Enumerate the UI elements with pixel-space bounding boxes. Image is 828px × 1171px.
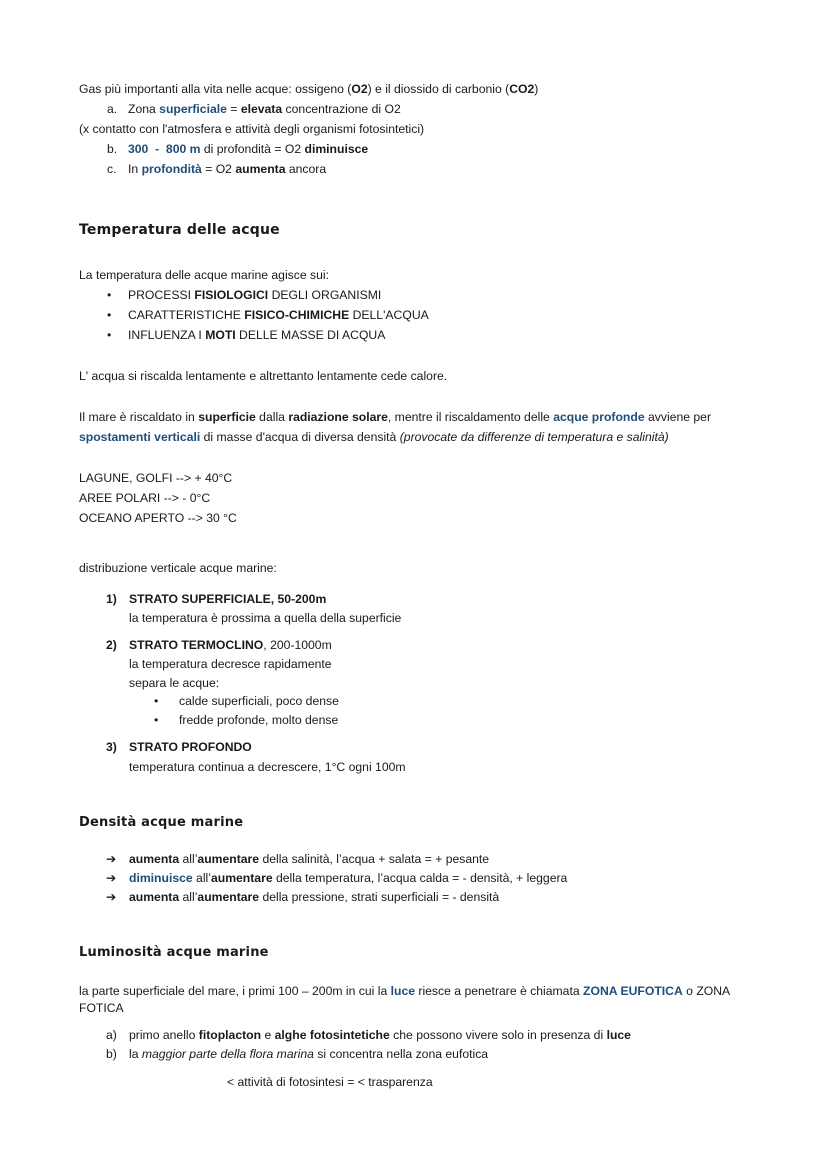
text: DELL'ACQUA (349, 308, 429, 322)
list-number: 2) (106, 638, 117, 652)
layer-1-title: STRATO SUPERFICIALE, 50-200m (129, 592, 327, 606)
bold-term: STRATO TERMOCLINO (129, 638, 264, 652)
highlight: luce (390, 984, 415, 998)
co2-term: CO2 (509, 82, 535, 96)
temperature-value-oceano: OCEANO APERTO --> 30 °C (79, 511, 237, 525)
text: la (129, 1047, 142, 1061)
highlight: ZONA EUFOTICA (583, 984, 683, 998)
bold-term: fitoplacton (198, 1028, 262, 1042)
text: all’ (179, 852, 198, 866)
luminosity-item-a (106, 1027, 631, 1043)
luminosity-relation: < attività di fotosintesi = < trasparenza (227, 1075, 433, 1089)
text: e (261, 1028, 275, 1042)
arrow-right-icon: ➔ (106, 852, 117, 866)
list-marker: a) (106, 1028, 117, 1042)
text: all’ (179, 890, 198, 904)
text: riesce a penetrare è chiamata (415, 984, 584, 998)
highlight: diminuisce (129, 871, 193, 885)
bold-term: FISICO-CHIMICHE (244, 308, 350, 322)
text: INFLUENZA I (128, 328, 206, 342)
luminosity-paragraph-line-1 (79, 983, 730, 999)
text: DEGLI ORGANISMI (268, 288, 382, 302)
temperature-value-lagune: LAGUNE, GOLFI --> + 40°C (79, 471, 233, 485)
highlight: acque profonde (553, 410, 645, 424)
bold-term: alghe fotosintetiche (274, 1028, 390, 1042)
highlight: superficiale (159, 102, 227, 116)
text: , mentre il riscaldamento delle (387, 410, 554, 424)
gas-item-b (107, 141, 368, 157)
list-number: 3) (106, 740, 117, 754)
bullet-icon: • (107, 328, 112, 342)
gas-item-c (107, 161, 326, 177)
text: calde superficiali, poco dense (179, 694, 339, 708)
text: , 200-1000m (263, 638, 332, 652)
luminosity-heading: Luminosità acque marine (79, 945, 269, 960)
arrow-right-icon: ➔ (106, 890, 117, 904)
bold-term: elevata (240, 102, 283, 116)
text: CARATTERISTICHE (128, 308, 245, 322)
bold-term: aumenta (129, 852, 180, 866)
layer-2-description-2: separa le acque: (129, 676, 220, 690)
layer-2-sub-bullet-2 (154, 712, 338, 728)
text: dalla (255, 410, 289, 424)
bullet-icon: • (154, 713, 159, 727)
text: all’ (192, 871, 211, 885)
density-row-1 (106, 851, 489, 867)
italic-note: (provocate da differenze di temperatura e salinità) (399, 430, 669, 444)
list-number: 1) (106, 592, 117, 606)
bold-term: MOTI (205, 328, 236, 342)
text: di masse d'acqua di diversa densità (200, 430, 400, 444)
layer-1-description: la temperatura è prossima a quella della superficie (129, 611, 402, 625)
text: avviene per (644, 410, 712, 424)
bold-term: superficie (198, 410, 256, 424)
bold-term: diminuisce (304, 142, 369, 156)
o2-term: O2 (351, 82, 368, 96)
text: o ZONA (682, 984, 731, 998)
text: Zona (128, 102, 160, 116)
text: = (226, 102, 241, 116)
text: Il mare è riscaldato in (79, 410, 199, 424)
highlight: profondità (141, 162, 202, 176)
bullet-icon: • (107, 288, 112, 302)
text: In (128, 162, 142, 176)
bold-term: FISIOLOGICI (194, 288, 269, 302)
text: fredde profonde, molto dense (179, 713, 339, 727)
text: della temperatura, l’acqua calda = - densità, + leggera (272, 871, 568, 885)
bold-term: aumentare (197, 890, 260, 904)
gas-intro (79, 81, 538, 97)
temperature-paragraph-1: L' acqua si riscalda lentamente e altrettanto lentamente cede calore. (79, 369, 448, 383)
bullet-icon: • (107, 308, 112, 322)
density-row-3 (106, 889, 499, 905)
text: DELLE MASSE DI ACQUA (235, 328, 386, 342)
text: ) e il diossido di carbonio ( (367, 82, 510, 96)
bold-term: aumenta (235, 162, 286, 176)
list-marker: b. (107, 142, 118, 156)
bullet-icon: • (154, 694, 159, 708)
list-marker: b) (106, 1047, 117, 1061)
temperature-bullet-2 (107, 307, 429, 323)
highlight: 300 - 800 m (128, 142, 201, 156)
gas-item-a (107, 101, 401, 117)
layer-2-title (129, 637, 332, 653)
italic-term: maggior parte della flora marina (141, 1047, 314, 1061)
vertical-distribution-intro: distribuzione verticale acque marine: (79, 561, 277, 575)
density-heading: Densità acque marine (79, 815, 244, 830)
temperature-heading: Temperatura delle acque (79, 222, 280, 238)
temperature-bullet-3 (107, 327, 385, 343)
arrow-right-icon: ➔ (106, 871, 117, 885)
temperature-paragraph-2-line-2 (79, 429, 669, 445)
text: della pressione, strati superficiali = - densità (259, 890, 500, 904)
bold-term: aumentare (197, 852, 260, 866)
gas-note: (x contatto con l'atmosfera e attività degli organismi fotosintetici) (79, 122, 425, 136)
bold-term: luce (606, 1028, 631, 1042)
temperature-intro: La temperatura delle acque marine agisce sui: (79, 268, 329, 282)
bold-term: aumenta (129, 890, 180, 904)
list-marker: a. (107, 102, 118, 116)
text: = O2 (201, 162, 236, 176)
text: ancora (285, 162, 327, 176)
text: ) (534, 82, 539, 96)
temperature-value-polari: AREE POLARI --> - 0°C (79, 491, 211, 505)
layer-3-description: temperatura continua a decrescere, 1°C ogni 100m (129, 760, 406, 774)
highlight: spostamenti verticali (79, 430, 201, 444)
text: che possono vivere solo in presenza di (389, 1028, 607, 1042)
bold-term: aumentare (210, 871, 273, 885)
text: di profondità = O2 (200, 142, 305, 156)
luminosity-paragraph-line-2: FOTICA (79, 1001, 124, 1015)
layer-3-title: STRATO PROFONDO (129, 740, 252, 754)
text: si concentra nella zona eufotica (313, 1047, 489, 1061)
luminosity-item-b (106, 1046, 488, 1062)
layer-2-description-1: la temperatura decresce rapidamente (129, 657, 332, 671)
text: primo anello (129, 1028, 199, 1042)
text: della salinità, l’acqua + salata = + pesante (259, 852, 490, 866)
text: Gas più importanti alla vita nelle acque: ossigeno ( (79, 82, 352, 96)
text: la parte superficiale del mare, i primi 100 – 200m in cui la (79, 984, 391, 998)
list-marker: c. (107, 162, 117, 176)
layer-2-sub-bullet-1 (154, 693, 339, 709)
temperature-paragraph-2-line-1 (79, 409, 711, 425)
bold-term: radiazione solare (288, 410, 388, 424)
temperature-bullet-1 (107, 287, 381, 303)
density-row-2 (106, 870, 567, 886)
text: concentrazione di O2 (282, 102, 401, 116)
text: PROCESSI (128, 288, 195, 302)
